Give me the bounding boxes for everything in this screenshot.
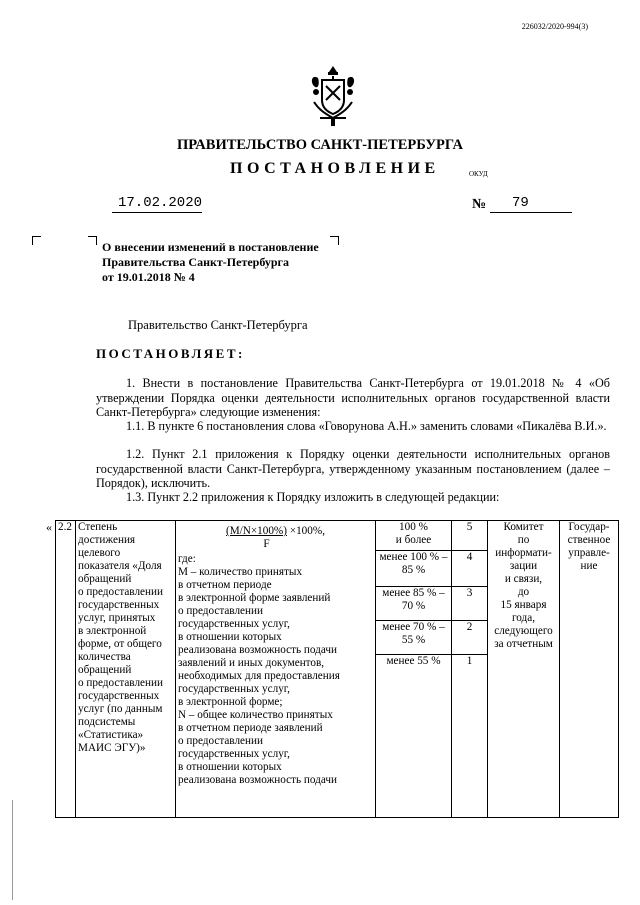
subject-bracket-left — [32, 236, 41, 245]
score-cell: 2 — [452, 621, 488, 655]
score-cell: 5 — [452, 521, 488, 551]
score-cell: 1 — [452, 655, 488, 818]
score-cell: 4 — [452, 551, 488, 587]
range-cell: менее 70 % – 55 % — [376, 621, 452, 655]
scan-margin-line — [12, 800, 13, 900]
table-open-quote: « — [46, 520, 52, 534]
item-number-cell: 2.2 — [56, 521, 76, 818]
document-subject — [102, 240, 319, 285]
range-cell: менее 85 % – 70 % — [376, 587, 452, 621]
number-underline — [490, 212, 572, 213]
indicator-name-cell: Степень достижения целевого показателя «Доля обращений о предоставлении государственных услуг, принятых в электронной форме, от общего количества обращений о предоставлении государственных услуг (по данным подсистемы «Статистика» МАИС ЭГУ)» — [76, 521, 176, 818]
formula: (M/N×100%) ×100%, — [225, 525, 325, 537]
paragraph-1-2: 1.2. Пункт 2.1 приложения к Порядку оценки деятельности исполнительных органов государственной власти Санкт-Петербурга, утвержденному указанным постановлением (далее – Порядок), исключить. — [96, 447, 610, 490]
paragraph-1-1: 1.1. В пункте 6 постановления слова «Говорунова А.Н.» заменить словами «Пикалёва В.И.». — [126, 419, 607, 433]
responsible-cell: Государ- ственное управле- ние — [560, 521, 619, 818]
indicator-table — [55, 520, 619, 818]
government-heading: ПРАВИТЕЛЬСТВО САНКТ-ПЕТЕРБУРГА — [177, 137, 463, 153]
subject-line: Правительства Санкт-Петербурга — [102, 255, 290, 269]
intro-text: Правительство Санкт-Петербурга — [128, 318, 308, 332]
number-label: № — [472, 197, 487, 212]
formula-cell: (M/N×100%) ×100%, F где: M – количество принятых в отчетном периоде в электронной форме заявлений о предоставлении государственных услуг, в отношении которых реализована возможность подачи заявлений и иных документов, необходимых для предоставления государственных услуг, в электронной форме; N – общее количество принятых в отчетном периоде заявлений о предоставлении государственных услуг, в отношении которых реализована возможность подачи — [176, 521, 376, 818]
range-cell: менее 100 % – 85 % — [376, 551, 452, 587]
score-cell: 3 — [452, 587, 488, 621]
date-underline — [112, 212, 202, 213]
subject-line: от 19.01.2018 № 4 — [102, 270, 195, 284]
subject-line: О внесении изменений в постановление — [102, 240, 319, 254]
range-cell: 100 % и более — [376, 521, 452, 551]
table-row — [56, 521, 619, 551]
registration-number: 226032/2020-994(3) — [521, 22, 588, 31]
subject-bracket-mid — [88, 236, 97, 245]
range-cell: менее 55 % — [376, 655, 452, 818]
subject-bracket-right — [330, 236, 339, 245]
okud-label: ОКУД — [469, 170, 488, 178]
paragraph-1-3: 1.3. Пункт 2.2 приложения к Порядку изложить в следующей редакции: — [126, 490, 500, 504]
resolves-heading: ПОСТАНОВЛЯЕТ: — [96, 346, 245, 361]
document-type-heading: ПОСТАНОВЛЕНИЕ — [230, 160, 440, 177]
formula-denominator: F — [263, 538, 270, 550]
document-number: 79 — [512, 195, 529, 211]
formula-where: где: — [178, 553, 196, 565]
city-coat-of-arms-emblem — [308, 62, 358, 128]
document-date: 17.02.2020 — [118, 195, 203, 211]
data-source-cell: Комитет по информати- зации и связи, до 15 января года, следующего за отчетным — [488, 521, 560, 818]
paragraph-1: 1. Внести в постановление Правительства Санкт-Петербурга от 19.01.2018 № 4 «Об утверждении Порядка оценки деятельности исполнительных органов государственной власти Санкт-Петербурга» следующие изменения: — [96, 376, 610, 419]
